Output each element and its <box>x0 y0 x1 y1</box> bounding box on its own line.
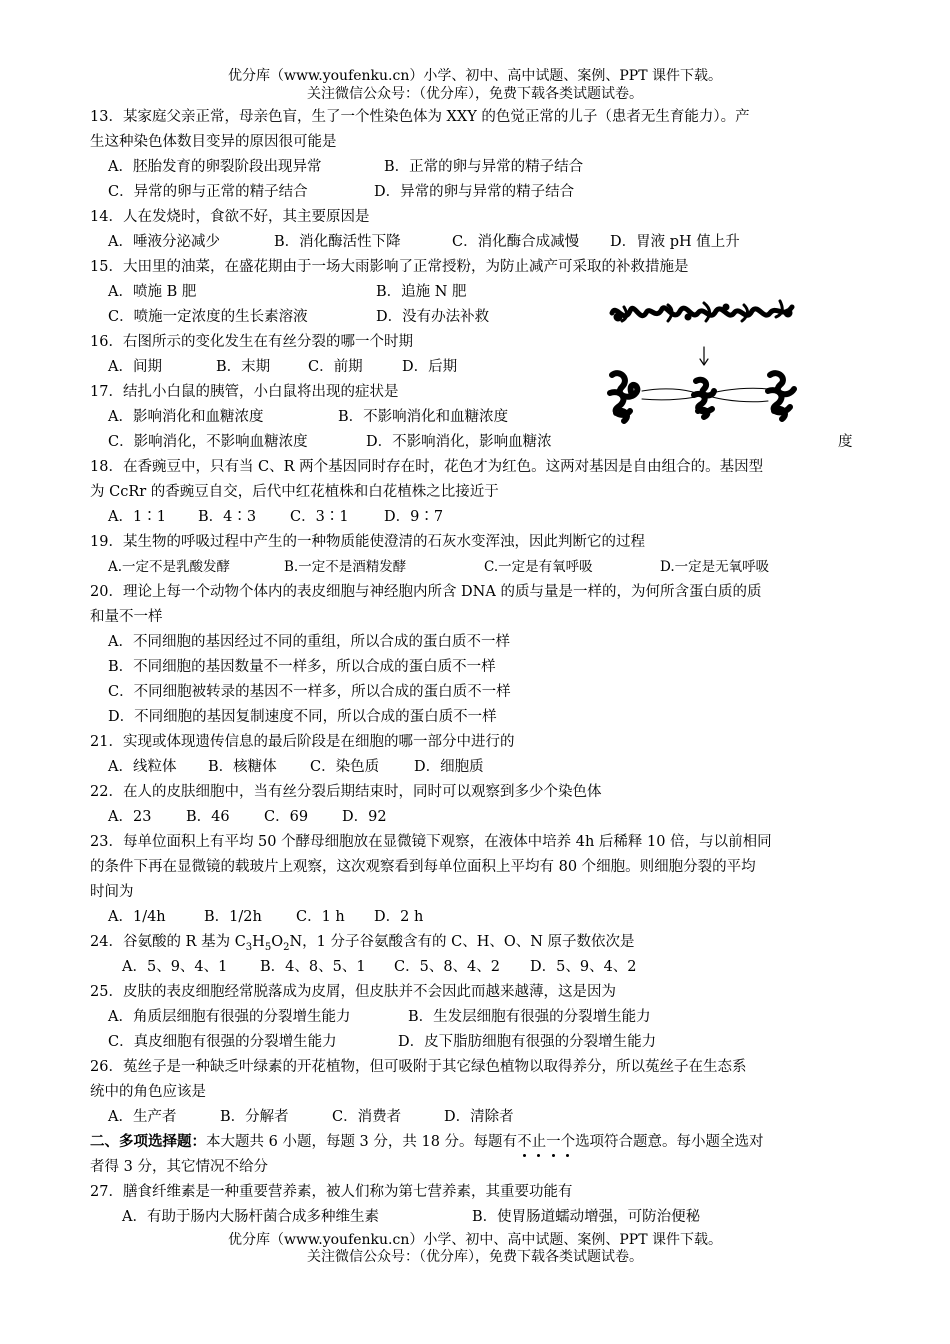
section2-title: 二、多项选择题： <box>90 1133 206 1150</box>
q18-stem-2: 为 CcRr 的香豌豆自交，后代中红花植株和白花植株之比接近于 <box>90 484 499 500</box>
q20-stem-1: 20．理论上每一个动物个体内的表皮细胞与神经胞内所含 DNA 的质与量是一样的，为何所含蛋白质的质 <box>90 584 762 600</box>
q20-stem-2: 和量不一样 <box>90 609 163 625</box>
section2-heading: 二、多项选择题：本大题共 6 小题，每题 3 分，共 18 分。每题有不 止 一 个 选项符合题意。每小题全选对 <box>90 1133 764 1151</box>
q20-option-b: B．不同细胞的基因数量不一样多，所以合成的蛋白质不一样 <box>108 659 496 675</box>
q20-option-c: C．不同细胞被转录的基因不一样多，所以合成的蛋白质不一样 <box>108 684 511 700</box>
q18-option-d: D．9∶7 <box>384 509 444 525</box>
footer-line-2: 关注微信公众号：（优分库），免费下载各类试题试卷。 <box>307 1249 643 1265</box>
q16-stem: 16．右图所示的变化发生在有丝分裂的哪一个时期 <box>90 334 413 350</box>
q19-stem: 19．某生物的呼吸过程中产生的一种物质能使澄清的石灰水变浑浊，因此判断它的过程 <box>90 534 645 550</box>
q14-option-c: C．消化酶合成减慢 <box>452 234 580 250</box>
q21-option-d: D．细胞质 <box>414 759 484 775</box>
q25-option-b: B．生发层细胞有很强的分裂增生能力 <box>408 1009 651 1025</box>
q21-option-c: C．染色质 <box>310 759 380 775</box>
q16-option-c: C．前期 <box>308 359 363 375</box>
q17-option-d: D．不影响消化，影响血糖浓 <box>366 434 552 450</box>
q22-option-c: C．69 <box>264 809 309 825</box>
q26-stem-2: 统中的角色应该是 <box>90 1084 206 1100</box>
q24-option-a: A．5、9、4、1 <box>122 959 228 975</box>
q21-option-a: A．线粒体 <box>108 759 177 775</box>
q13-option-c: C．异常的卵与正常的精子结合 <box>108 184 308 200</box>
q15-option-b: B．追施 N 肥 <box>376 284 467 300</box>
emphasis-char: 不 <box>517 1134 532 1150</box>
q20-option-a: A．不同细胞的基因经过不同的重组，所以合成的蛋白质不一样 <box>108 634 510 650</box>
q22-option-d: D．92 <box>342 809 387 825</box>
q18-option-b: B．4∶3 <box>198 509 257 525</box>
q19-option-c: C.一定是有氧呼吸 <box>484 559 593 575</box>
q26-option-a: A．生产者 <box>108 1109 177 1125</box>
q13-option-d: D．异常的卵与异常的精子结合 <box>374 184 575 200</box>
q21-stem: 21．实现或体现遗传信息的最后阶段是在细胞的哪一部分中进行的 <box>90 734 515 750</box>
q26-option-b: B．分解者 <box>220 1109 289 1125</box>
q25-stem: 25．皮肤的表皮细胞经常脱落成为皮屑，但皮肤并不会因此而越来越薄，这是因为 <box>90 984 616 1000</box>
q17-option-a: A．影响消化和血糖浓度 <box>108 409 264 425</box>
section2-line-2: 者得 3 分，其它情况不给分 <box>90 1159 268 1175</box>
q23-option-c: C．1 h <box>296 909 345 925</box>
q25-option-c: C．真皮细胞有很强的分裂增生能力 <box>108 1034 337 1050</box>
q27-stem: 27．膳食纤维素是一种重要营养素，被人们称为第七营养素，其重要功能有 <box>90 1184 573 1200</box>
footer-line-1: 优分库（www.youfenku.cn）小学、初中、高中试题、案例、PPT 课件下载。 <box>227 1232 722 1248</box>
q16-option-b: B．末期 <box>216 359 271 375</box>
q17-stem: 17．结扎小白鼠的胰管，小白鼠将出现的症状是 <box>90 384 399 400</box>
q17-option-b: B．不影响消化和血糖浓度 <box>338 409 509 425</box>
q25-option-a: A．角质层细胞有很强的分裂增生能力 <box>108 1009 351 1025</box>
q18-option-a: A．1∶1 <box>108 509 166 525</box>
q19-option-a: A.一定不是乳酸发酵 <box>108 559 231 575</box>
q24-stem: 24．谷氨酸的 R 基为 $C_3H_5O_2N$，1 分子谷氨酸含有的 C、H、O、N 原子数依次是 <box>90 934 635 953</box>
q26-option-c: C．消费者 <box>332 1109 402 1125</box>
q19-option-d: D.一定是无氧呼吸 <box>660 559 770 575</box>
q24-option-b: B．4、8、5、1 <box>260 959 366 975</box>
q24-option-d: D．5、9、4、2 <box>530 959 637 975</box>
q15-option-d: D．没有办法补救 <box>376 309 490 325</box>
q14-option-a: A．唾液分泌减少 <box>108 234 220 250</box>
q17-option-c: C．影响消化，不影响血糖浓度 <box>108 434 308 450</box>
emphasis-char: 一 <box>546 1134 561 1150</box>
q23-option-a: A．1/4h <box>108 909 166 925</box>
q18-stem-1: 18．在香豌豆中，只有当 C、R 两个基因同时存在时，花色才为红色。这两对基因是自由组合的。基因型 <box>90 459 764 475</box>
q14-option-d: D．胃液 pH 值上升 <box>610 234 740 250</box>
q13-option-b: B．正常的卵与异常的精子结合 <box>384 159 584 175</box>
q26-option-d: D．清除者 <box>444 1109 514 1125</box>
q23-option-d: D．2 h <box>374 909 424 925</box>
q16-option-a: A．间期 <box>108 359 162 375</box>
header-line-1: 优分库（www.youfenku.cn）小学、初中、高中试题、案例、PPT 课件下载。 <box>227 68 722 84</box>
q20-option-d: D．不同细胞的基因复制速度不同，所以合成的蛋白质不一样 <box>108 709 497 725</box>
chromosome-division-figure <box>604 295 804 427</box>
q17-option-d-tail: 度 <box>838 434 853 450</box>
q16-option-d: D．后期 <box>402 359 458 375</box>
q13-option-a: A．胚胎发育的卵裂阶段出现异常 <box>108 159 322 175</box>
q18-option-c: C．3∶1 <box>290 509 349 525</box>
q22-stem: 22．在人的皮肤细胞中，当有丝分裂后期结束时，同时可以观察到多少个染色体 <box>90 784 602 800</box>
q15-stem: 15．大田里的油菜，在盛花期由于一场大雨影响了正常授粉，为防止减产可采取的补救措施是 <box>90 259 689 275</box>
emphasis-char: 个 <box>561 1134 576 1150</box>
q13-stem-2: 生这种染色体数目变异的原因很可能是 <box>90 134 337 150</box>
q15-option-a: A．喷施 B 肥 <box>108 284 197 300</box>
q14-option-b: B．消化酶活性下降 <box>274 234 401 250</box>
q14-stem: 14．人在发烧时，食欲不好，其主要原因是 <box>90 209 370 225</box>
q19-option-b: B.一定不是酒精发酵 <box>284 559 407 575</box>
q23-stem-3: 时间为 <box>90 884 134 900</box>
emphasis-char: 止 <box>532 1134 547 1150</box>
q27-option-b: B．使胃肠道蠕动增强，可防治便秘 <box>472 1209 701 1225</box>
q23-stem-2: 的条件下再在显微镜的载玻片上观察，这次观察看到每单位面积上平均有 80 个细胞。则细胞分裂的平均 <box>90 859 756 875</box>
q27-option-a: A．有助于肠内大肠杆菌合成多种维生素 <box>122 1209 379 1225</box>
q21-option-b: B．核糖体 <box>208 759 277 775</box>
q23-stem-1: 23．每单位面积上有平均 50 个酵母细胞放在显微镜下观察，在液体中培养 4h 后稀释 10 倍，与以前相同 <box>90 834 772 850</box>
q23-option-b: B．1/2h <box>204 909 262 925</box>
header-line-2: 关注微信公众号：（优分库），免费下载各类试题试卷。 <box>307 86 643 102</box>
q26-stem-1: 26．菟丝子是一种缺乏叶绿素的开花植物，但可吸附于其它绿色植物以取得养分，所以菟丝子在生态系 <box>90 1059 747 1075</box>
q24-option-c: C．5、8、4、2 <box>394 959 500 975</box>
q22-option-b: B．46 <box>186 809 230 825</box>
q13-stem-1: 13．某家庭父亲正常，母亲色盲，生了一个性染色体为 XXY 的色觉正常的儿子（患者无生育能力）。产 <box>90 109 750 125</box>
q15-option-c: C．喷施一定浓度的生长素溶液 <box>108 309 308 325</box>
q22-option-a: A．23 <box>108 809 152 825</box>
q25-option-d: D．皮下脂肪细胞有很强的分裂增生能力 <box>398 1034 657 1050</box>
